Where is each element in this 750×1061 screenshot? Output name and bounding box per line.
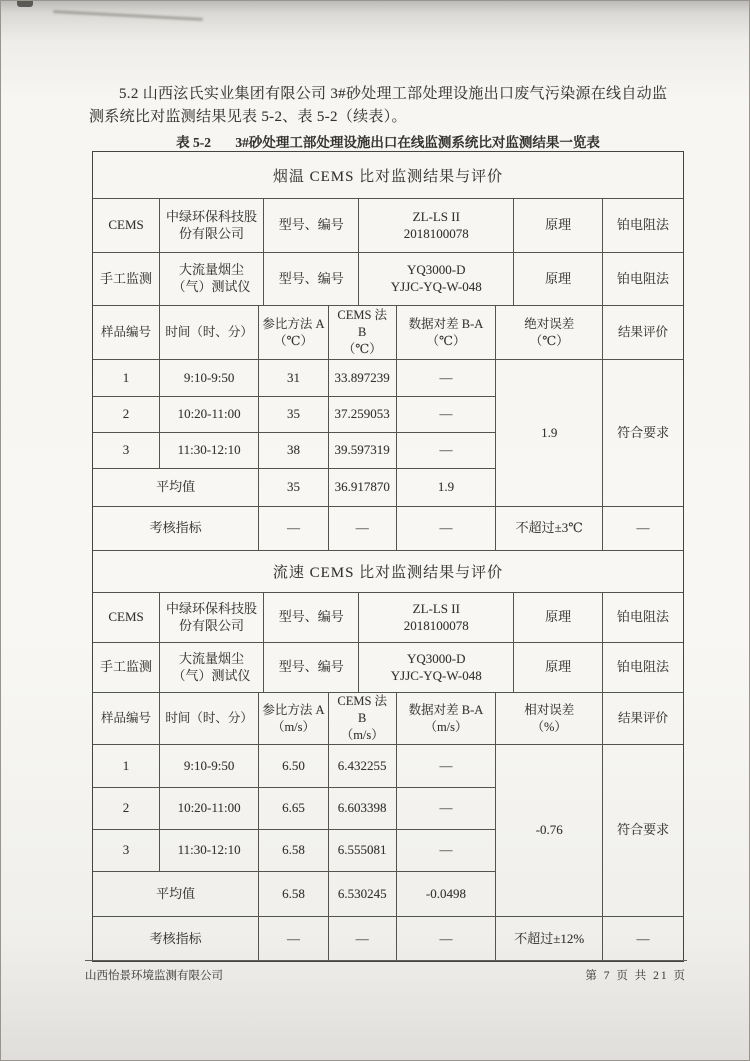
sample-cems-cell: 6.432255	[328, 745, 396, 787]
assessment-eval-cell: —	[602, 917, 683, 961]
model-line1: ZL-LS II	[412, 600, 460, 616]
sample-no-cell: 3	[122, 442, 130, 458]
assessment-cems-cell: —	[328, 917, 396, 961]
sample-diff-cell: —	[396, 788, 496, 829]
assessment-diff-cell: —	[396, 507, 496, 550]
sample-row	[93, 360, 495, 396]
model-value-cell	[358, 199, 513, 252]
principle-value-cell: 铂电阻法	[602, 593, 683, 642]
sample-diff-cell: —	[396, 360, 496, 396]
average-diff-cell: 1.9	[396, 469, 496, 506]
results-block	[93, 744, 683, 916]
sample-time-cell: 9:10-9:50	[159, 360, 258, 396]
sample-time-cell: 11:30-12:10	[159, 433, 258, 468]
page-footer	[85, 960, 687, 983]
col-time-header: 时间（时、分）	[159, 693, 258, 744]
sample-diff-cell: —	[396, 397, 496, 432]
assessment-cems-cell: —	[328, 507, 396, 550]
model-line2: YJJC-YQ-W-048	[390, 667, 482, 683]
equipment-role-cell: CEMS	[108, 609, 144, 625]
principle-value-cell: 铂电阻法	[602, 253, 683, 305]
principle-value-cell: 铂电阻法	[602, 643, 683, 692]
col-cems-header	[328, 693, 396, 744]
sample-cems-cell: 37.259053	[328, 397, 396, 432]
sample-cems-cell: 39.597319	[328, 433, 396, 468]
assessment-label-cell: 考核指标	[149, 520, 202, 536]
average-row	[93, 468, 495, 506]
sample-row	[93, 829, 495, 871]
sample-diff-cell: —	[396, 745, 496, 787]
sample-ref-cell: 35	[258, 397, 328, 432]
col-ref-header	[258, 306, 328, 359]
assessment-ref-cell: —	[258, 917, 328, 961]
model-value-cell	[358, 593, 513, 642]
sample-ref-cell: 38	[258, 433, 328, 468]
model-label-cell: 型号、编号	[263, 593, 359, 642]
assessment-diff-cell: —	[396, 917, 496, 961]
col-diff-header	[396, 693, 496, 744]
section-title-row	[93, 152, 683, 198]
col-ref-name: 参比方法 A	[262, 702, 325, 717]
principle-label-cell: 原理	[513, 593, 602, 642]
equipment-row-manual	[93, 642, 683, 692]
footer-page-number: 第 7 页 共 21 页	[585, 970, 687, 982]
model-line1: YQ3000-D	[407, 650, 466, 666]
equipment-role-cell: 手工监测	[100, 270, 153, 286]
section-title-row	[93, 550, 683, 592]
col-cems-name: CEMS 法 B	[337, 308, 388, 340]
sample-time-cell: 10:20-11:00	[159, 788, 258, 829]
col-error-header	[495, 306, 602, 359]
col-error-name: 绝对误差	[524, 316, 575, 331]
sample-time-cell: 10:20-11:00	[159, 397, 258, 432]
sample-cems-cell: 33.897239	[328, 360, 396, 396]
average-row	[93, 871, 495, 916]
evaluation-merged-cell: 符合要求	[602, 360, 683, 506]
equipment-row-manual	[93, 252, 683, 305]
equipment-row-cems	[93, 198, 683, 252]
equipment-name-cell: 中绿环保科技股份有限公司	[159, 593, 263, 642]
model-line2: 2018100078	[403, 225, 469, 241]
results-rows	[93, 360, 495, 506]
average-cems-cell: 36.917870	[328, 469, 396, 506]
col-cems-header	[328, 306, 396, 359]
principle-label-cell: 原理	[513, 199, 602, 252]
table-caption	[92, 131, 684, 151]
error-merged-cell: 1.9	[495, 360, 602, 506]
principle-value-cell: 铂电阻法	[602, 199, 683, 252]
average-cems-cell: 6.530245	[328, 872, 396, 916]
assessment-error-cell: 不超过±3℃	[495, 507, 602, 550]
average-ref-cell: 6.58	[258, 872, 328, 916]
results-rows	[93, 745, 495, 916]
equipment-name-cell: 大流量烟尘（气）测试仪	[159, 253, 263, 305]
column-header-row	[93, 692, 683, 744]
model-line2: 2018100078	[403, 617, 469, 633]
col-sample-header: 样品编号	[101, 711, 152, 726]
sample-row	[93, 432, 495, 468]
col-ref-header	[258, 693, 328, 744]
sample-no-cell: 1	[122, 369, 130, 385]
model-label-cell: 型号、编号	[263, 199, 359, 252]
col-diff-unit: （m/s）	[424, 719, 468, 734]
equipment-name-cell: 中绿环保科技股份有限公司	[159, 199, 263, 252]
sample-ref-cell: 6.50	[258, 745, 328, 787]
col-eval-header: 结果评价	[602, 306, 683, 359]
col-error-header	[495, 693, 602, 744]
sample-diff-cell: —	[396, 830, 496, 871]
intro-paragraph: 5.2 山西泫氏实业集团有限公司 3#砂处理工部处理设施出口废气污染源在线自动监测系统比对监测结果见表 5-2、表 5-2（续表）。	[89, 86, 668, 125]
col-error-name: 相对误差	[524, 702, 575, 717]
sample-row	[93, 396, 495, 432]
col-ref-name: 参比方法 A	[262, 316, 325, 331]
average-label-cell: 平均值	[156, 479, 196, 495]
footer-company: 山西怡景环境监测有限公司	[85, 970, 223, 982]
equipment-name-cell: 大流量烟尘（气）测试仪	[159, 643, 263, 692]
sample-no-cell: 1	[122, 757, 130, 773]
table-caption-title: 3#砂处理工部处理设施出口在线监测系统比对监测结果一览表	[235, 135, 600, 150]
evaluation-merged-cell: 符合要求	[602, 745, 683, 916]
scan-artifact-streak	[53, 10, 203, 21]
sample-cems-cell: 6.603398	[328, 788, 396, 829]
comparison-results-table	[92, 151, 684, 962]
assessment-ref-cell: —	[258, 507, 328, 550]
sample-ref-cell: 31	[258, 360, 328, 396]
col-diff-name: 数据对差 B-A	[408, 316, 484, 331]
assessment-label-cell: 考核指标	[149, 930, 202, 946]
sample-no-cell: 3	[122, 842, 130, 858]
col-ref-unit: （℃）	[274, 333, 313, 348]
principle-label-cell: 原理	[513, 253, 602, 305]
sample-time-cell: 11:30-12:10	[159, 830, 258, 871]
assessment-eval-cell: —	[602, 507, 683, 550]
model-label-cell: 型号、编号	[263, 253, 359, 305]
sample-diff-cell: —	[396, 433, 496, 468]
table-caption-label: 表 5-2	[176, 135, 212, 150]
col-diff-unit: （℃）	[426, 333, 466, 348]
model-value-cell	[358, 253, 513, 305]
col-diff-name: 数据对差 B-A	[408, 702, 484, 717]
sample-no-cell: 2	[122, 406, 130, 422]
sample-no-cell: 2	[122, 800, 130, 816]
col-time-header: 时间（时、分）	[159, 306, 258, 359]
sample-ref-cell: 6.58	[258, 830, 328, 871]
column-header-row	[93, 305, 683, 359]
col-error-unit: （℃）	[529, 333, 569, 348]
results-block	[93, 359, 683, 506]
col-sample-header: 样品编号	[101, 325, 152, 340]
assessment-row	[93, 506, 683, 550]
principle-label-cell: 原理	[513, 643, 602, 692]
sample-time-cell: 9:10-9:50	[159, 745, 258, 787]
col-error-unit: （%）	[531, 719, 567, 734]
col-ref-unit: （m/s）	[271, 719, 316, 734]
assessment-row	[93, 916, 683, 961]
assessment-error-cell: 不超过±12%	[495, 917, 602, 961]
sample-row	[93, 787, 495, 829]
col-cems-unit: （m/s）	[340, 727, 384, 742]
model-line2: YJJC-YQ-W-048	[390, 279, 482, 294]
error-merged-cell: -0.76	[495, 745, 602, 916]
scan-artifact-speck	[17, 1, 33, 7]
col-eval-header: 结果评价	[602, 693, 683, 744]
model-line1: YQ3000-D	[407, 262, 466, 278]
section-title-text: 烟温 CEMS 比对监测结果与评价	[272, 168, 504, 185]
model-line1: ZL-LS II	[412, 208, 460, 224]
col-diff-header	[396, 306, 496, 359]
average-diff-cell: -0.0498	[396, 872, 496, 916]
average-ref-cell: 35	[258, 469, 328, 506]
equipment-row-cems	[93, 592, 683, 642]
equipment-role-cell: CEMS	[108, 217, 144, 233]
model-label-cell: 型号、编号	[263, 643, 359, 692]
average-label-cell: 平均值	[156, 885, 196, 901]
sample-ref-cell: 6.65	[258, 788, 328, 829]
model-value-cell	[358, 643, 513, 692]
sample-cems-cell: 6.555081	[328, 830, 396, 871]
equipment-role-cell: 手工监测	[100, 659, 153, 675]
sample-row	[93, 745, 495, 787]
col-cems-name: CEMS 法 B	[337, 694, 388, 726]
col-cems-unit: （℃）	[342, 341, 382, 356]
section-title-text: 流速 CEMS 比对监测结果与评价	[272, 565, 504, 581]
